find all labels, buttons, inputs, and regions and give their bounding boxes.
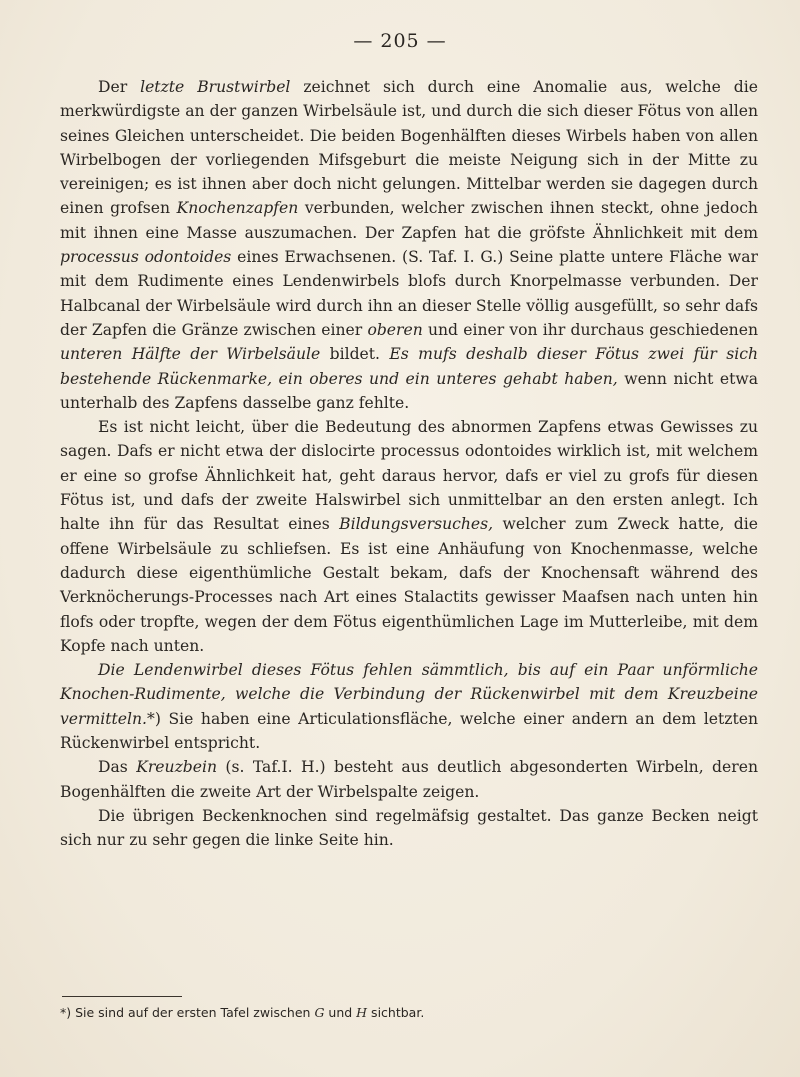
italic-run: oberen [367, 320, 423, 339]
paragraph [60, 415, 758, 658]
italic-run: processus odontoides [60, 248, 232, 267]
paragraph [60, 75, 758, 415]
text-run: und einer von ihr durchaus geschiedenen [422, 320, 758, 339]
text-run: verbunden, welcher zwischen ihnen steckt, ohne jedoch mit ihnen eine Masse auszumachen. Der Zapfen hat die gröfste Ähnlichkeit mit dem [60, 199, 758, 242]
italic-run: unteren Hälfte der Wirbelsäule [60, 345, 321, 364]
text-run: zeichnet sich durch eine Anomalie aus, welche die merkwürdigste an der ganzen Wirbelsäule ist, und durch die sich dieser Fötus von allen seines Gleichen unterscheidet. Die beiden Bogenhälften dieses Wirbels haben von allen Wirbelbogen der vorliegenden Mifsgeburt die meiste Neigung sich in der Mitte zu vereinigen; es ist ihnen aber doch nicht gelungen. Mittelbar werden sie dagegen durch einen grofsen [60, 78, 758, 218]
text-run: *) Sie haben eine Articulationsfläche, welche einer andern an dem letzten Rückenwirbel entspricht. [60, 709, 758, 753]
footnote [60, 1005, 758, 1020]
italic-run: Es mufs deshalb dieser Fötus zwei für sich bestehende Rückenmarke, ein oberes und ein unteres gehabt haben, [60, 345, 758, 388]
text-run: und [324, 1005, 357, 1020]
text-run: Das [98, 758, 137, 777]
paragraph [60, 804, 758, 853]
italic-run: H [356, 1005, 368, 1020]
text-run: Die übrigen Beckenknochen sind regelmäfsig gestaltet. Das ganze Becken neigt sich nur zu sehr gegen die linke Seite hin. [60, 806, 758, 850]
text-run: Es ist nicht leicht, über die Bedeutung des abnormen Zapfens etwas Gewisses zu sagen. Dafs er nicht etwa der dislocirte processus odontoides wirklich ist, mit welchem er eine so grofse Ähnlichkeit hat, geht daraus hervor, dafs er viel zu grofs für diesen Fötus ist, und dafs der zweite Halswirbel sich unmittelbar an den ersten anlegt. Ich halte ihn für das Resultat eines [60, 418, 758, 534]
text-run: Der [98, 78, 141, 96]
paragraph [60, 755, 758, 804]
italic-run: Knochenzapfen [176, 199, 299, 218]
text-run: sichtbar. [367, 1005, 425, 1020]
italic-run: letzte Brustwirbel [140, 78, 291, 96]
main-text [60, 75, 758, 853]
text-run: bildet. [320, 345, 390, 364]
italic-run: Die Lendenwirbel dieses Fötus fehlen sämmtlich, bis auf ein Paar unförmliche Knochen-Rudimente, welche die Verbindung der Rückenwirbel mit dem Kreuzbeine vermitteln. [60, 661, 758, 728]
page-number-header: — 205 — [353, 30, 447, 52]
text-run: wenn nicht etwa unterhalb des Zapfens dasselbe ganz fehlte. [60, 369, 759, 412]
footnote-divider [62, 996, 182, 997]
text-run: (s. Taf.I. H.) besteht aus deutlich abgesonderten Wirbeln, deren Bogenhälften die zweite Art der Wirbelspalte zeigen. [60, 758, 758, 801]
text-run: eines Erwachsenen. (S. Taf. I. G.) Seine platte untere Fläche war mit dem Rudimente eines Lendenwirbels blofs durch Knorpelmasse verbunden. Der Halbcanal der Wirbelsäule wird durch ihn an dieser Stelle völlig ausgefüllt, so sehr dafs der Zapfen die Gränze zwischen einer [60, 248, 759, 339]
italic-run: G [314, 1005, 325, 1020]
italic-run: Bildungsversuches, [339, 515, 494, 534]
text-run: welcher zum Zweck hatte, die offene Wirbelsäule zu schliefsen. Es ist eine Anhäufung von Knochenmasse, welche dadurch diese eigenthümliche Gestalt bekam, dafs der Knochensaft während des Verknöcherungs-Processes nach Art eines Stalactits gewisser Maafsen nach unten hin flofs oder tropfte, wegen der dem Fötus eigenthümlichen Lage im Mutterleibe, mit dem Kopfe nach unten. [60, 515, 758, 655]
italic-run: Kreuzbein [136, 758, 218, 777]
text-run: *) Sie sind auf der ersten Tafel zwischen [60, 1005, 315, 1020]
paragraph [60, 658, 758, 755]
